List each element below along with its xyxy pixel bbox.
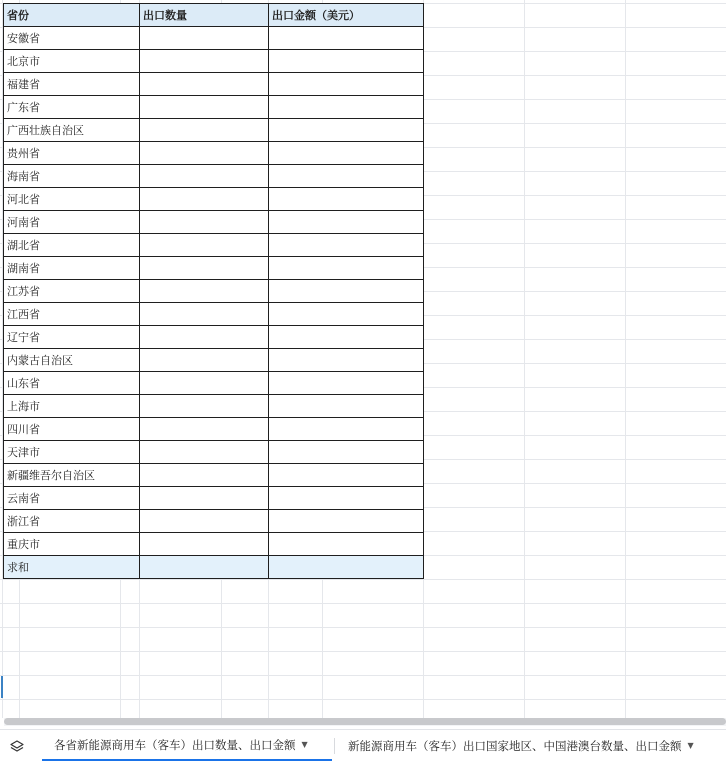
table-row [4,50,424,73]
province-cell[interactable]: 贵州省 [4,142,140,165]
table-row [4,395,424,418]
table-row [4,441,424,464]
province-cell[interactable]: 江西省 [4,303,140,326]
quantity-cell[interactable] [140,96,269,119]
amount-cell[interactable] [269,303,424,326]
amount-cell[interactable] [269,188,424,211]
chevron-down-icon[interactable]: ▼ [687,741,694,750]
amount-cell[interactable] [269,418,424,441]
province-cell[interactable]: 湖南省 [4,257,140,280]
amount-cell[interactable] [269,119,424,142]
header-cell-quantity[interactable]: 出口数量 [140,4,269,27]
province-cell[interactable]: 湖北省 [4,234,140,257]
header-cell-amount[interactable]: 出口金额（美元） [269,4,424,27]
quantity-cell[interactable] [140,303,269,326]
total-amount-cell[interactable] [269,556,424,579]
amount-cell[interactable] [269,395,424,418]
quantity-cell[interactable] [140,211,269,234]
quantity-cell[interactable] [140,188,269,211]
quantity-cell[interactable] [140,441,269,464]
amount-cell[interactable] [269,326,424,349]
province-cell[interactable]: 广东省 [4,96,140,119]
table-row [4,188,424,211]
quantity-cell[interactable] [140,510,269,533]
province-cell[interactable]: 北京市 [4,50,140,73]
quantity-cell[interactable] [140,119,269,142]
amount-cell[interactable] [269,257,424,280]
province-cell[interactable]: 山东省 [4,372,140,395]
sheet-tab-label: 新能源商用车（客车）出口国家地区、中国港澳台数量、出口金额 [348,738,682,753]
quantity-cell[interactable] [140,464,269,487]
quantity-cell[interactable] [140,50,269,73]
sheet-tab-label: 各省新能源商用车（客车）出口数量、出口金额 [54,737,296,752]
province-cell[interactable]: 浙江省 [4,510,140,533]
quantity-cell[interactable] [140,372,269,395]
province-cell[interactable]: 上海市 [4,395,140,418]
sheet-tab-province-export[interactable] [42,730,332,761]
province-cell[interactable]: 河南省 [4,211,140,234]
row-selection-marker [1,676,3,698]
table-row [4,142,424,165]
province-cell[interactable]: 天津市 [4,441,140,464]
quantity-cell[interactable] [140,142,269,165]
quantity-cell[interactable] [140,73,269,96]
province-cell[interactable]: 四川省 [4,418,140,441]
table-row [4,510,424,533]
amount-cell[interactable] [269,487,424,510]
table-row [4,73,424,96]
quantity-cell[interactable] [140,234,269,257]
chevron-down-icon[interactable]: ▼ [301,740,308,749]
table-row [4,326,424,349]
quantity-cell[interactable] [140,165,269,188]
table-header-row [4,4,424,27]
province-cell[interactable]: 江苏省 [4,280,140,303]
table-row [4,27,424,50]
table-row [4,234,424,257]
amount-cell[interactable] [269,372,424,395]
province-cell[interactable]: 广西壮族自治区 [4,119,140,142]
province-cell[interactable]: 海南省 [4,165,140,188]
province-cell[interactable]: 辽宁省 [4,326,140,349]
amount-cell[interactable] [269,96,424,119]
quantity-cell[interactable] [140,487,269,510]
quantity-cell[interactable] [140,418,269,441]
province-cell[interactable]: 福建省 [4,73,140,96]
province-cell[interactable]: 河北省 [4,188,140,211]
table-row [4,464,424,487]
amount-cell[interactable] [269,73,424,96]
quantity-cell[interactable] [140,257,269,280]
sheet-tab-country-export[interactable] [340,730,726,761]
amount-cell[interactable] [269,50,424,73]
table-row [4,96,424,119]
total-label-cell[interactable]: 求和 [4,556,140,579]
province-cell[interactable]: 内蒙古自治区 [4,349,140,372]
amount-cell[interactable] [269,211,424,234]
layers-icon[interactable] [6,736,28,758]
quantity-cell[interactable] [140,280,269,303]
total-quantity-cell[interactable] [140,556,269,579]
header-cell-province[interactable]: 省份 [4,4,140,27]
quantity-cell[interactable] [140,533,269,556]
amount-cell[interactable] [269,280,424,303]
amount-cell[interactable] [269,533,424,556]
sheet-tab-bar [0,729,726,761]
province-cell[interactable]: 安徽省 [4,27,140,50]
table-row [4,533,424,556]
table-row [4,349,424,372]
tab-divider [334,738,335,754]
province-cell[interactable]: 重庆市 [4,533,140,556]
amount-cell[interactable] [269,142,424,165]
quantity-cell[interactable] [140,395,269,418]
table-row [4,487,424,510]
table-row [4,372,424,395]
table-row [4,257,424,280]
quantity-cell[interactable] [140,326,269,349]
amount-cell[interactable] [269,441,424,464]
amount-cell[interactable] [269,234,424,257]
amount-cell[interactable] [269,165,424,188]
table-row [4,303,424,326]
table-total-row [4,556,424,579]
table-row [4,211,424,234]
data-table [3,3,424,579]
amount-cell[interactable] [269,510,424,533]
quantity-cell[interactable] [140,27,269,50]
table-row [4,165,424,188]
table-row [4,119,424,142]
quantity-cell[interactable] [140,349,269,372]
province-cell[interactable]: 云南省 [4,487,140,510]
table-row [4,280,424,303]
amount-cell[interactable] [269,464,424,487]
amount-cell[interactable] [269,349,424,372]
province-cell[interactable]: 新疆维吾尔自治区 [4,464,140,487]
table-row [4,418,424,441]
amount-cell[interactable] [269,27,424,50]
horizontal-scrollbar-thumb[interactable] [4,718,726,725]
